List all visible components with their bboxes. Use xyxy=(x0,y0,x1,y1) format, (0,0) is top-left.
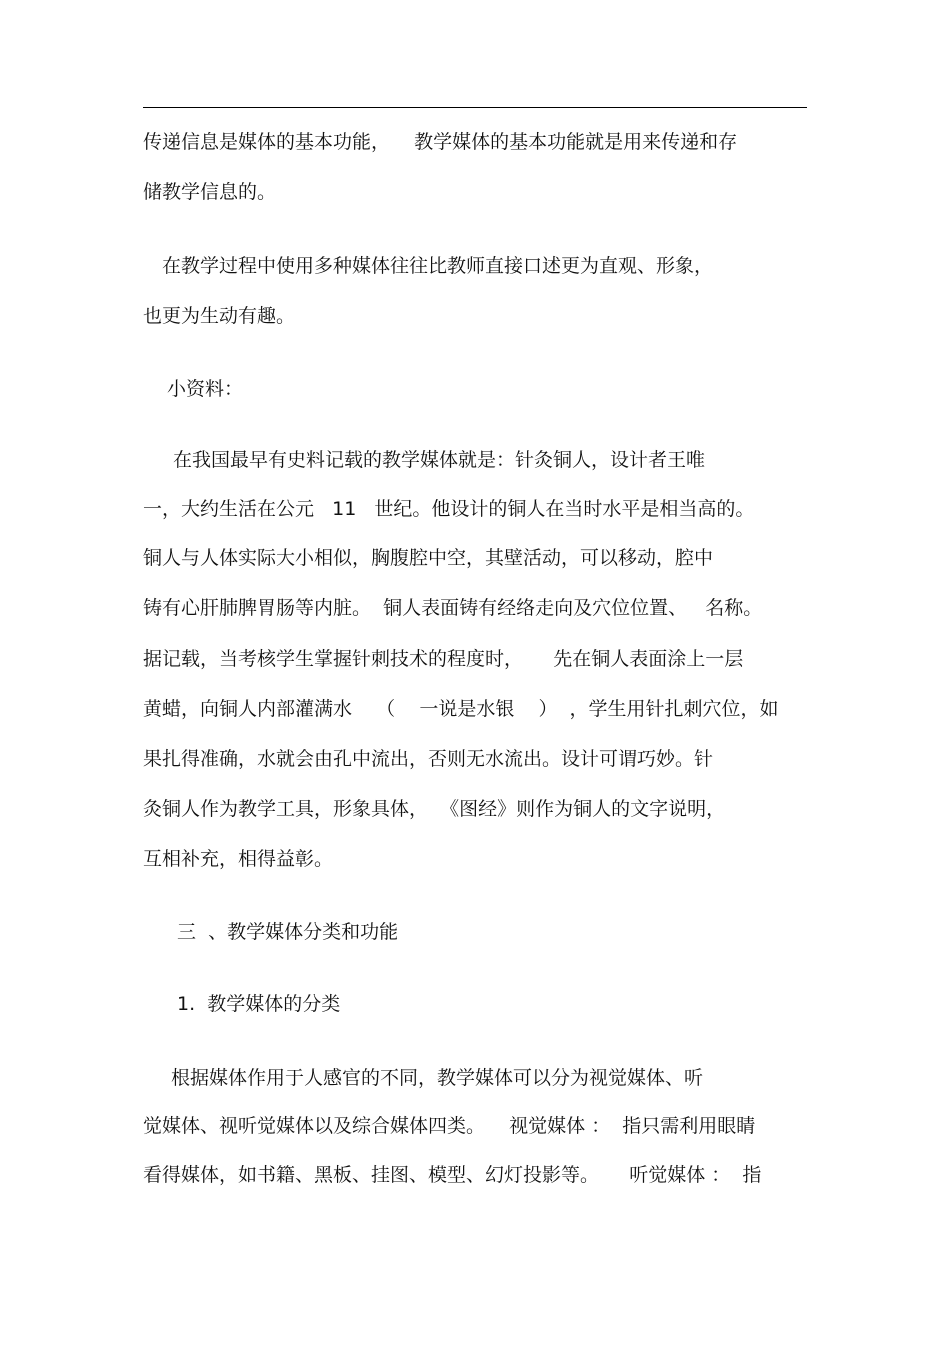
paragraph-3-line-8: 灸铜人作为教学工具，形象具体， 《图经》则作为铜人的文字说明， xyxy=(143,798,726,820)
paragraph-3-line-1: 在我国最早有史料记载的教学媒体就是：针灸铜人，设计者王唯 xyxy=(173,449,706,471)
paragraph-4-line-1: 根据媒体作用于人感官的不同，教学媒体可以分为视觉媒体、听 xyxy=(171,1067,704,1089)
paragraph-1-line-1: 传递信息是媒体的基本功能， 教学媒体的基本功能就是用来传递和存 xyxy=(143,131,738,153)
paragraph-1-line-2: 储教学信息的。 xyxy=(143,181,277,203)
paragraph-3-line-2: 一，大约生活在公元 11 世纪。他设计的铜人在当时水平是相当高的。 xyxy=(143,498,755,520)
paragraph-4-line-3: 看得媒体，如书籍、黑板、挂图、模型、幻灯投影等。 听觉媒体 ： 指 xyxy=(143,1164,762,1186)
paragraph-3-line-6: 黄蜡，向铜人内部灌满水 （ 一说是水银 ） ，学生用针扎刺穴位，如 xyxy=(143,698,779,720)
header-rule xyxy=(143,107,807,108)
paragraph-3-line-5: 据记载，当考核学生掌握针刺技术的程度时， 先在铜人表面涂上一层 xyxy=(143,648,744,670)
paragraph-3-line-9: 互相补充，相得益彰。 xyxy=(143,848,334,870)
paragraph-2-line-2: 也更为生动有趣。 xyxy=(143,305,296,327)
paragraph-3-line-7: 果扎得准确，水就会由孔中流出，否则无水流出。设计可谓巧妙。针 xyxy=(143,748,714,770)
subsection-heading: 1. 教学媒体的分类 xyxy=(177,993,341,1015)
paragraph-4-line-2: 觉媒体、视听觉媒体以及综合媒体四类。 视觉媒体 ： 指只需利用眼睛 xyxy=(143,1115,756,1137)
paragraph-2-line-1: 在教学过程中使用多种媒体往往比教师直接口述更为直观、形象， xyxy=(162,255,714,277)
section-heading: 三 、教学媒体分类和功能 xyxy=(177,921,399,943)
paragraph-3-line-4: 铸有心肝肺脾胃肠等内脏。 铜人表面铸有经络走向及穴位位置、 名称。 xyxy=(143,597,763,619)
paragraph-3-line-3: 铜人与人体实际大小相似，胸腹腔中空，其壁活动，可以移动，腔中 xyxy=(143,547,714,569)
note-title: 小资料： xyxy=(167,378,244,400)
